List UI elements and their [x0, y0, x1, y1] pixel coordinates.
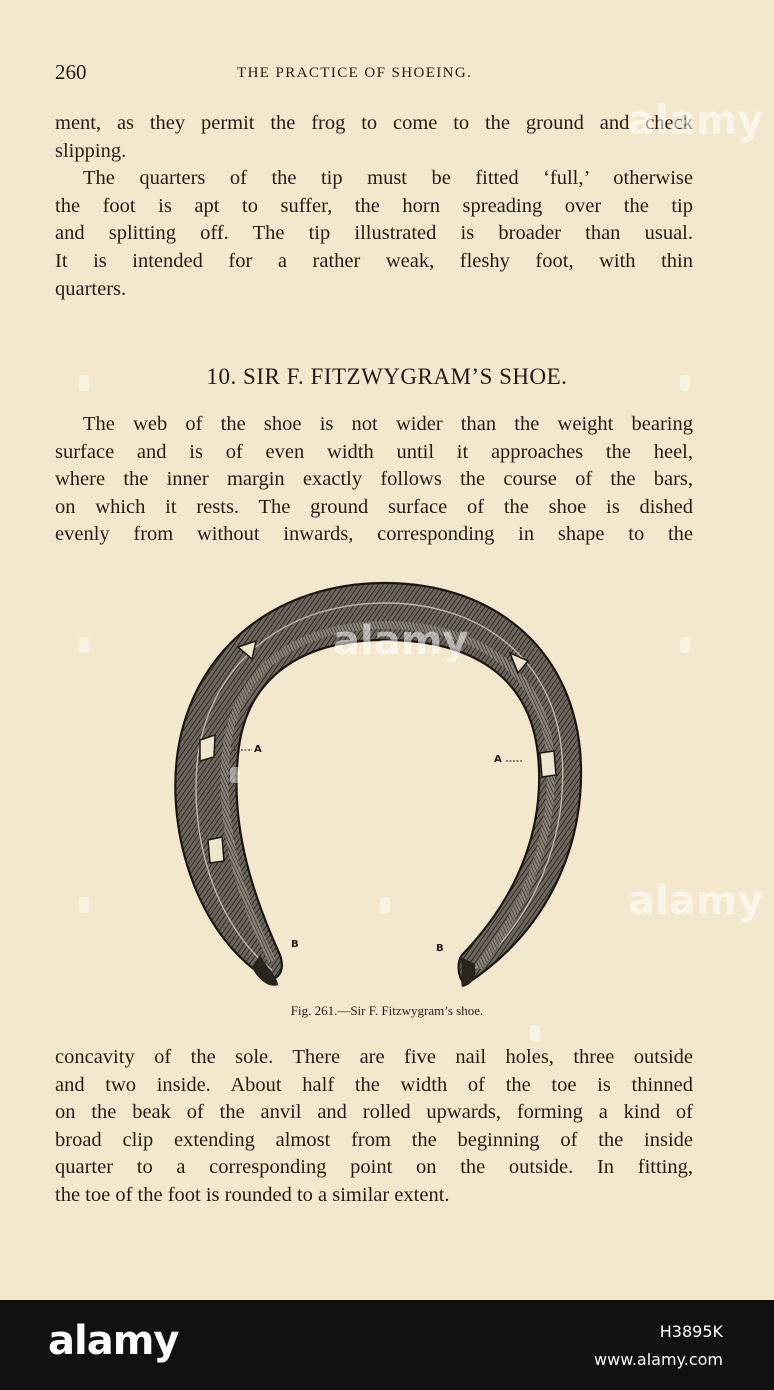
text-line: The quarters of the tip must be fitted ‘full,’ otherwise [83, 167, 693, 190]
text-line: the toe of the foot is rounded to a similar extent. [55, 1183, 450, 1206]
label-b-right: B [436, 943, 444, 954]
site-url: www.alamy.com [594, 1350, 723, 1369]
watermark-mark [530, 1025, 540, 1041]
section-heading: 10. SIR F. FITZWYGRAM’S SHOE. [206, 364, 568, 389]
alamy-logo: alamy [48, 1318, 179, 1364]
text-line: surface and is of even width until it approaches the heel, [55, 440, 693, 463]
text-line: and two inside. About half the width of the toe is thinned [55, 1073, 693, 1096]
text-line: The web of the shoe is not wider than the weight bearing [83, 413, 693, 435]
watermark-mark [230, 767, 240, 783]
text-line: quarters. [55, 277, 127, 300]
text-line: on the beak of the anvil and rolled upwards, forming a kind of [55, 1101, 693, 1124]
nail-hole [208, 837, 224, 863]
text-line: ment, as they permit the frog to come to the ground and check [55, 112, 693, 134]
nail-hole [540, 751, 556, 777]
watermark-bar [0, 1300, 774, 1390]
text-line: slipping. [55, 139, 127, 162]
text-line: broad clip extending almost from the beginning of the inside [55, 1128, 693, 1151]
page-header [55, 60, 695, 88]
figure-caption: Fig. 261.—Sir F. Fitzwygram’s shoe. [290, 1003, 484, 1018]
section-paragraph [55, 411, 693, 549]
watermark-mark [79, 637, 89, 653]
watermark-mark [680, 375, 690, 391]
label-b-left: B [291, 939, 299, 950]
text-line: evenly from without inwards, corresponding in shape to the [55, 523, 693, 546]
text-line: where the inner margin exactly follows the course of the bars, [55, 468, 693, 491]
running-title: THE PRACTICE OF SHOEING. [237, 65, 473, 81]
text-line: quarter to a corresponding point on the outside. In fitting, [55, 1156, 693, 1179]
label-a-left: A [254, 744, 262, 755]
watermark-mark [680, 637, 690, 653]
text-line: and splitting off. The tip illustrated is broader than usual. [55, 222, 693, 245]
watermark-text: alamy [333, 618, 469, 664]
text-line: on which it rests. The ground surface of the shoe is dished [55, 495, 693, 518]
intro-paragraph [55, 110, 693, 303]
watermark-mark [380, 897, 390, 913]
text-line: the foot is apt to suffer, the horn spreading over the tip [55, 194, 693, 217]
watermark-mark [79, 897, 89, 913]
image-id: H3895K [659, 1322, 723, 1341]
continuation-paragraph [55, 1044, 693, 1210]
label-a-right: A [494, 754, 502, 765]
nail-hole [200, 735, 215, 761]
watermark-text: alamy [628, 98, 764, 144]
text-line: It is intended for a rather weak, fleshy foot, with thin [55, 249, 693, 272]
watermark-text: alamy [628, 878, 764, 924]
watermark-mark [79, 375, 89, 391]
page-number: 260 [55, 60, 87, 84]
text-line: concavity of the sole. There are five nail holes, three outside [55, 1046, 693, 1068]
